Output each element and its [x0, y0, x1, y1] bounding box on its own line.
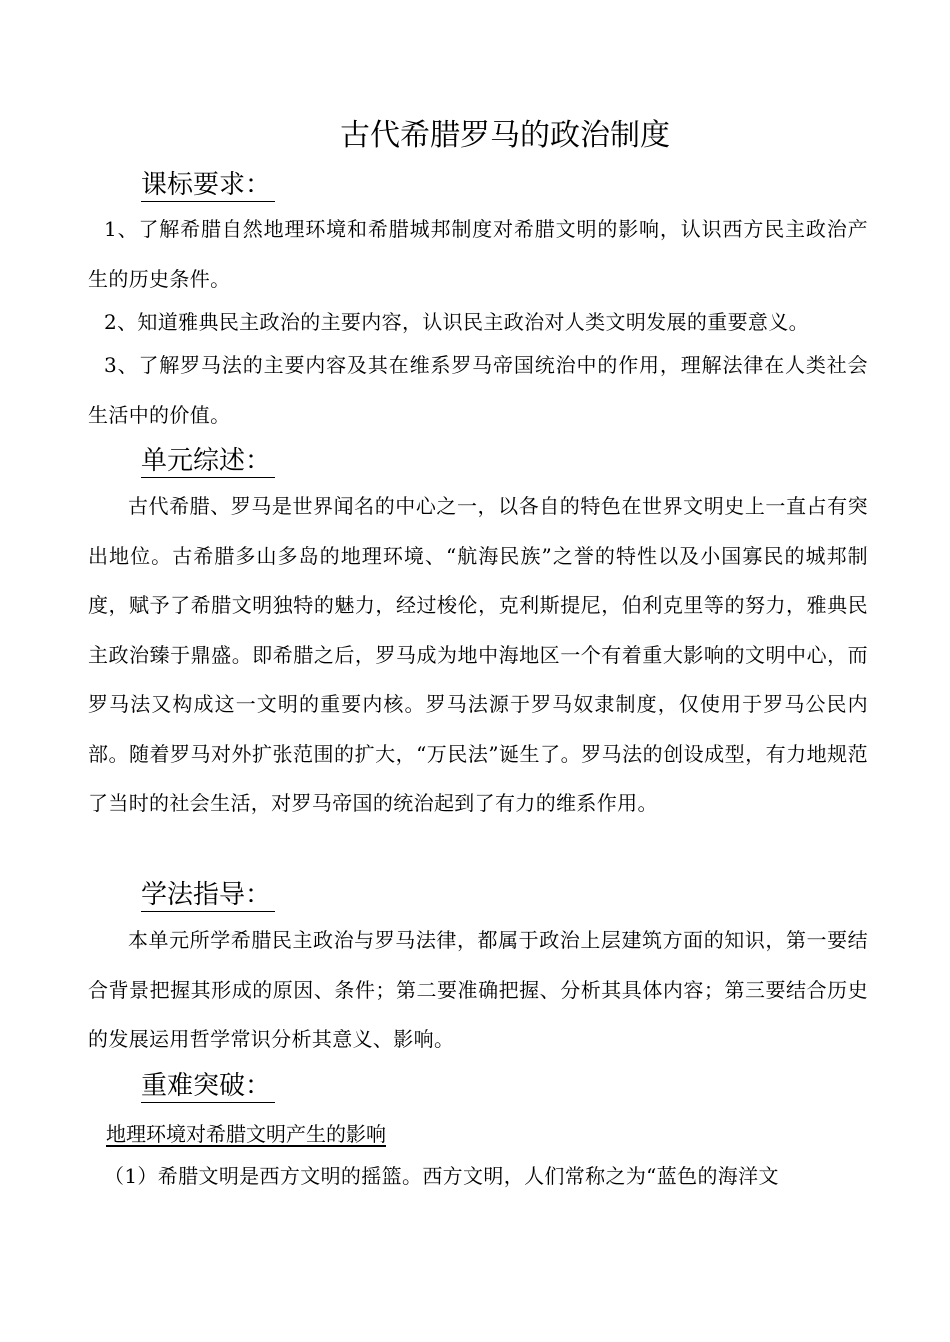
- section-heading-curriculum-text: 课标要求：: [141, 170, 275, 202]
- document-title: 古代希腊罗马的政治制度: [340, 118, 670, 153]
- key-points-paragraph: （1）希腊文明是西方文明的摇篮。西方文明，人们常称之为“蓝色的海洋文: [104, 1164, 779, 1188]
- curriculum-item-1: 1、了解希腊自然地理环境和希腊城邦制度对希腊文明的影响，认识西方民主政治产生的历史条件。: [88, 217, 868, 291]
- section-heading-guidance-text: 学法指导：: [141, 880, 275, 912]
- section-heading-overview: [141, 442, 275, 480]
- guidance-paragraph: 本单元所学希腊民主政治与罗马法律，都属于政治上层建筑方面的知识，第一要结合背景把握其形成的原因、条件；第二要准确把握、分析其具体内容；第三要结合历史的发展运用哲学常识分析其意义、影响。: [88, 928, 868, 1051]
- section-heading-guidance: [141, 876, 275, 914]
- section-heading-overview-text: 单元综述：: [141, 446, 275, 478]
- section-heading-key-points-text: 重难突破：: [141, 1071, 275, 1103]
- overview-paragraph: 古代希腊、罗马是世界闻名的中心之一，以各自的特色在世界文明史上一直占有突出地位。古希腊多山多岛的地理环境、“航海民族”之誉的特性以及小国寡民的城邦制度，赋予了希腊文明独特的魅力，经过梭伦，克利斯提尼，伯利克里等的努力，雅典民主政治臻于鼎盛。即希腊之后，罗马成为地中海地区一个有着重大影响的文明中心，而罗马法又构成这一文明的重要内核。罗马法源于罗马奴隶制度，仅使用于罗马公民内部。随着罗马对外扩张范围的扩大，“万民法”诞生了。罗马法的创设成型，有力地规范了当时的社会生活，对罗马帝国的统治起到了有力的维系作用。: [88, 494, 868, 815]
- curriculum-item-2: 2、知道雅典民主政治的主要内容，认识民主政治对人类文明发展的重要意义。: [104, 310, 809, 334]
- section-heading-curriculum: [141, 166, 275, 204]
- key-points-subheading: 地理环境对希腊文明产生的影响: [106, 1122, 386, 1146]
- section-heading-key-points: [141, 1067, 275, 1105]
- curriculum-item-3: 3、了解罗马法的主要内容及其在维系罗马帝国统治中的作用，理解法律在人类社会生活中的价值。: [88, 353, 868, 427]
